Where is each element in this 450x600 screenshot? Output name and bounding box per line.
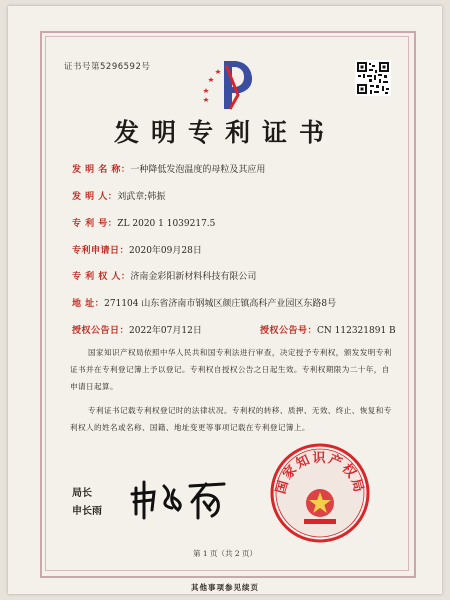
field-application-date [72,243,202,256]
official-seal-icon [268,441,372,545]
field-value: 271104 山东省济南市钢城区颜庄镇高科产业园区东路8号 [104,299,337,309]
field-grant-date [72,323,202,336]
field-inventor [72,189,165,202]
director-signature [128,478,228,522]
director-title: 局长 [72,488,92,499]
certificate-title: 发明专利证书 [113,118,336,147]
paragraph-grant-statement: 国家知识产权局依照中华人民共和国专利法进行审查，决定授予专利权，颁发发明专利证书并在专利登记簿上予以登记。专利权自授权公告之日起生效。专利权期限为二十年，自申请日起算。 [70,348,392,391]
certificate-number: 证书号第5296592号 [64,62,151,72]
footer-note: 其他事项参见续页 [191,583,259,592]
field-value: CN 112321891 B [317,326,396,336]
director-name: 申长雨 [72,506,102,517]
field-value: ZL 2020 1 1039217.5 [117,219,216,229]
field-patent-number [72,216,215,229]
paragraph-legal-status: 专利证书记载专利权登记时的法律状况。专利权的转移、质押、无效、终止、恢复和专利权人的姓名或名称、国籍、地址变更等事项记载在专利登记簿上。 [70,406,392,432]
field-label: 专 利 号： [72,219,118,229]
field-label: 专利申请日： [72,246,130,256]
patent-office-emblem-icon [196,55,260,111]
field-label: 地 址： [72,299,105,309]
field-value: 2022年07月12日 [129,326,202,336]
page-indicator: 第 1 页（共 2 页） [192,549,258,558]
seal-text: 国家知识产权局 [273,451,367,496]
field-invention-name [72,162,265,175]
field-grant-number [260,323,396,336]
field-label: 发 明 人： [72,192,118,202]
field-label: 发 明 名 称： [72,165,131,175]
field-patentee [72,269,256,282]
field-label: 授权公告日： [72,326,130,336]
field-value: 2020年09月28日 [129,246,202,256]
field-label: 专 利 权 人： [72,272,131,282]
qr-code-icon [355,60,391,96]
field-address [72,296,336,309]
field-value: 济南金彩阳新材料科技有限公司 [130,272,257,282]
field-value: 一种降低发泡温度的母粒及其应用 [130,165,266,175]
field-label: 授权公告号： [260,326,318,336]
field-value: 刘武章;韩振 [117,192,166,202]
